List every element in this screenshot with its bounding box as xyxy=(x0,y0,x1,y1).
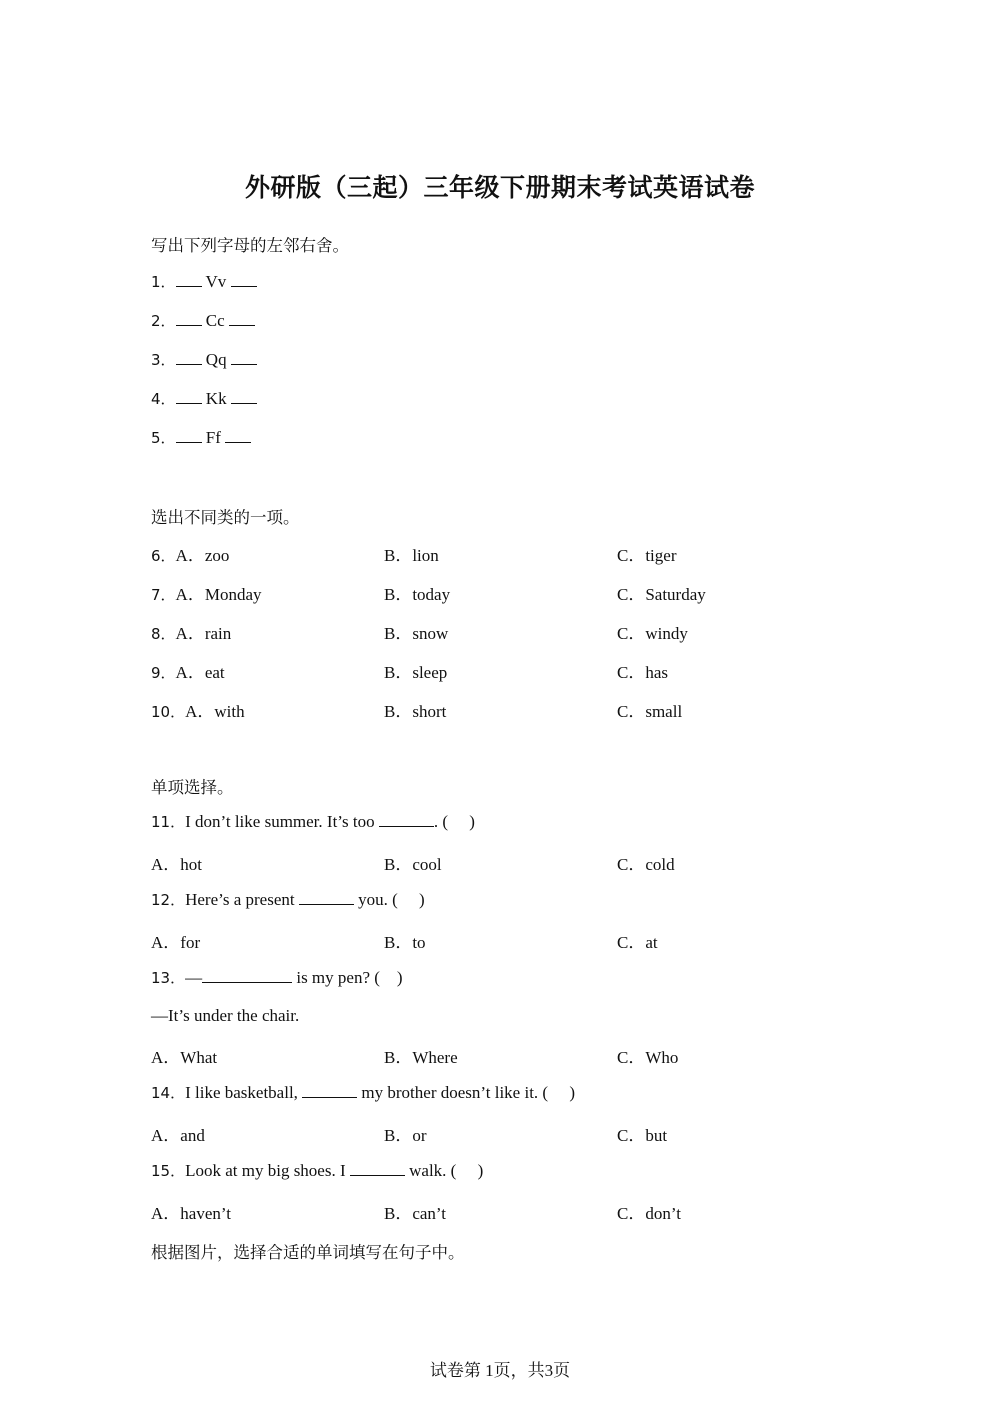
answer-blank[interactable] xyxy=(176,311,202,326)
question-7-option-b[interactable]: B．today xyxy=(384,585,451,604)
page-footer: 试卷第 1页，共3页 xyxy=(429,1361,571,1380)
question-13: 13．— is my pen? ( ) xyxy=(151,968,403,987)
question-12-option-a[interactable]: A．for xyxy=(151,933,201,952)
answer-blank[interactable] xyxy=(350,1161,405,1176)
question-8-option-b[interactable]: B．snow xyxy=(384,624,449,643)
answer-blank[interactable] xyxy=(176,428,202,443)
answer-blank[interactable] xyxy=(202,968,292,983)
question-9-option-a[interactable]: 9．A．eat xyxy=(151,663,225,682)
answer-blank[interactable] xyxy=(231,350,257,365)
question-13-option-a[interactable]: A．What xyxy=(151,1048,218,1067)
question-11-option-b[interactable]: B．cool xyxy=(384,855,442,874)
question-11-option-c[interactable]: C．cold xyxy=(617,855,675,874)
question-6-option-a[interactable]: 6．A．zoo xyxy=(151,546,230,565)
question-12-option-c[interactable]: C．at xyxy=(617,933,658,952)
question-11-option-a[interactable]: A．hot xyxy=(151,855,202,874)
exam-title: 外研版（三起）三年级下册期末考试英语试卷 xyxy=(244,173,755,202)
answer-blank[interactable] xyxy=(225,428,251,443)
answer-blank[interactable] xyxy=(176,389,202,404)
question-12: 12．Here’s a present you. ( ) xyxy=(151,890,425,909)
section-4-instruction: 根据图片，选择合适的单词填写在句子中。 xyxy=(151,1243,465,1262)
question-15-option-c[interactable]: C．don’t xyxy=(617,1204,681,1223)
question-12-option-b[interactable]: B．to xyxy=(384,933,426,952)
section-1-instruction: 写出下列字母的左邻右舍。 xyxy=(151,236,349,255)
question-14-option-b[interactable]: B．or xyxy=(384,1126,427,1145)
question-15-option-a[interactable]: A．haven’t xyxy=(151,1204,231,1223)
question-6-option-b[interactable]: B．lion xyxy=(384,546,439,565)
question-9-option-b[interactable]: B．sleep xyxy=(384,663,448,682)
question-14-option-a[interactable]: A．and xyxy=(151,1126,205,1145)
question-10-option-b[interactable]: B．short xyxy=(384,702,447,721)
question-7-option-a[interactable]: 7．A．Monday xyxy=(151,585,262,604)
question-8-option-c[interactable]: C．windy xyxy=(617,624,688,643)
question-1: 1． Vv xyxy=(151,271,257,292)
question-5: 5． Ff xyxy=(151,427,251,448)
question-13-option-c[interactable]: C．Who xyxy=(617,1048,679,1067)
question-13-option-b[interactable]: B．Where xyxy=(384,1048,458,1067)
answer-blank[interactable] xyxy=(299,890,354,905)
answer-blank[interactable] xyxy=(302,1083,357,1098)
answer-blank[interactable] xyxy=(229,311,255,326)
question-7-option-c[interactable]: C．Saturday xyxy=(617,585,706,604)
answer-blank[interactable] xyxy=(176,350,202,365)
answer-blank[interactable] xyxy=(231,272,257,287)
question-10-option-c[interactable]: C．small xyxy=(617,702,683,721)
question-15-option-b[interactable]: B．can’t xyxy=(384,1204,447,1223)
section-2-instruction: 选出不同类的一项。 xyxy=(151,508,300,527)
question-3: 3． Qq xyxy=(151,349,257,370)
question-13-answer-line: —It’s under the chair. xyxy=(151,1006,300,1025)
answer-blank[interactable] xyxy=(176,272,202,287)
question-8-option-a[interactable]: 8．A．rain xyxy=(151,624,232,643)
question-15: 15．Look at my big shoes. I walk. ( ) xyxy=(151,1161,484,1180)
answer-blank[interactable] xyxy=(379,812,434,827)
question-4: 4． Kk xyxy=(151,388,257,409)
question-14-option-c[interactable]: C．but xyxy=(617,1126,668,1145)
question-10-option-a[interactable]: 10．A．with xyxy=(151,702,245,721)
answer-blank[interactable] xyxy=(231,389,257,404)
question-6-option-c[interactable]: C．tiger xyxy=(617,546,677,565)
question-9-option-c[interactable]: C．has xyxy=(617,663,668,682)
section-3-instruction: 单项选择。 xyxy=(151,778,234,797)
question-2: 2． Cc xyxy=(151,310,255,331)
question-14: 14．I like basketball, my brother doesn’t like it. ( ) xyxy=(151,1083,575,1102)
question-11: 11．I don’t like summer. It’s too . ( ) xyxy=(151,812,475,831)
